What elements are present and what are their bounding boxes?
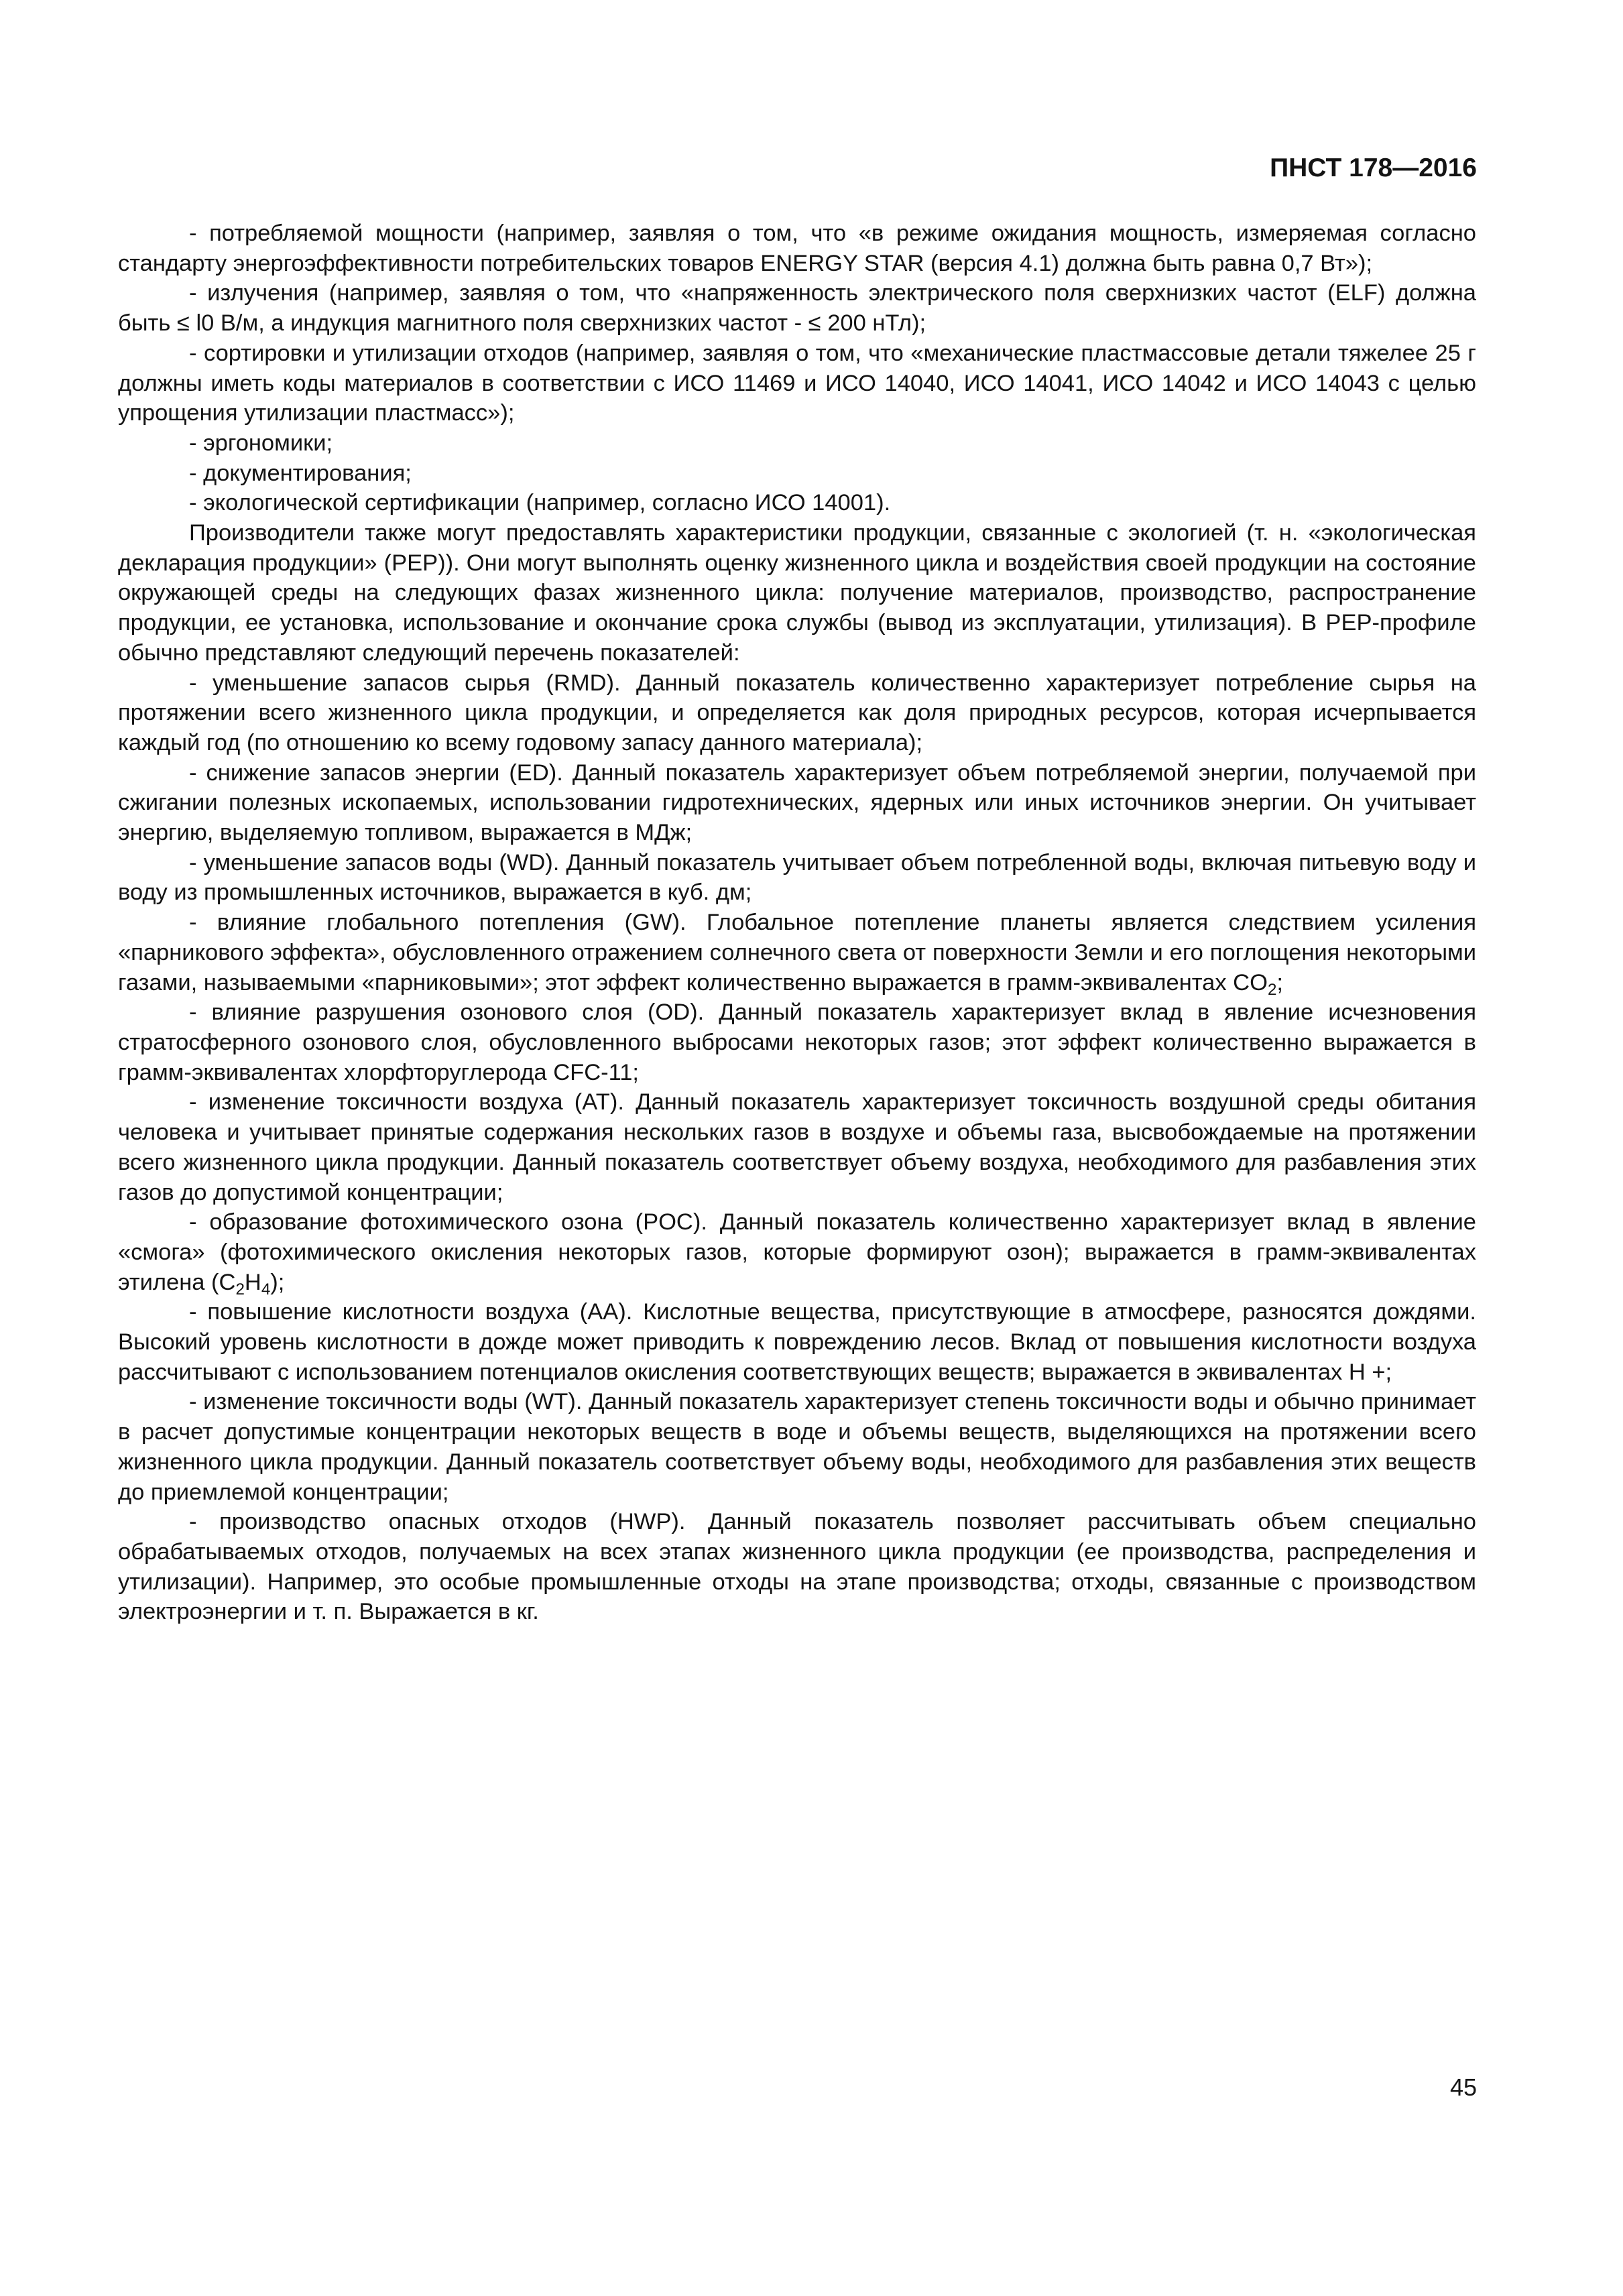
list-item-gw xyxy=(118,908,1476,998)
list-item-documentation: - документирования; xyxy=(189,460,412,486)
poc-text: - образование фотохимического озона (POC). Данный показатель количественно характеризует вклад в явление «смога» (фотохимического окисления некоторых газов, которые формируют озон); выражается в грамм-эквивалентах этилена (C xyxy=(118,1209,1476,1295)
list-item-ergonomics: - эргономики; xyxy=(189,430,333,456)
list-item-eco-certification: - экологической сертификации (например, согласно ИСО 14001). xyxy=(189,490,891,516)
poc-tail: ); xyxy=(270,1269,285,1295)
poc-mid: H xyxy=(244,1269,261,1295)
gw-tail: ; xyxy=(1276,969,1283,995)
list-item-waste-sorting: - сортировки и утилизации отходов (например, заявляя о том, что «механические пластмассовые детали тяжелее 25 г должны иметь коды материалов в соответствии с ИСО 11469 и ИСО 14040, ИСО 14041, ИСО 14042 и ИСО 14043 с целью упрощения утилизации пластмасс»); xyxy=(118,340,1476,426)
document-code-header: ПНСТ 178—2016 xyxy=(1270,154,1477,182)
list-item-wd: - уменьшение запасов воды (WD). Данный показатель учитывает объем потребленной воды, включая питьевую воду и воду из промышленных источников, выражается в куб. дм; xyxy=(118,849,1476,906)
list-item-hwp: - производство опасных отходов (HWP). Данный показатель позволяет рассчитывать объем специально обрабатываемых отходов, получаемых на всех этапах жизненного цикла продукции (ее производства, распределения и утилизации). Например, это особые промышленные отходы на этапе производства; отходы, связанные с производством электроэнергии и т. п. Выражается в кг. xyxy=(118,1509,1476,1625)
page-number: 45 xyxy=(1449,2073,1477,2101)
c2-subscript: 2 xyxy=(235,1280,245,1298)
list-item-od: - влияние разрушения озонового слоя (OD). Данный показатель характеризует вклад в явление исчезновения стратосферного озонового слоя, обусловленного выбросами некоторых газов; этот эффект количественно выражается в грамм-эквивалентах хлорфторуглерода CFC-11; xyxy=(118,1000,1476,1085)
list-item-power-consumption: - потребляемой мощности (например, заявляя о том, что «в режиме ожидания мощность, измеряемая согласно стандарту энергоэффективности потребительских товаров ENERGY STAR (версия 4.1) должна быть равна 0,7 Вт»); xyxy=(118,221,1476,276)
body-text xyxy=(118,219,1476,1627)
list-item-rmd: - уменьшение запасов сырья (RMD). Данный показатель количественно характеризует потребление сырья на протяжении всего жизненного цикла продукции, и определяется как доля природных ресурсов, которая исчерпывается каждый год (по отношению ко всему годовому запасу данного материала); xyxy=(118,670,1476,756)
list-item-wt: - изменение токсичности воды (WT). Данный показатель характеризует степень токсичности воды и обычно принимает в расчет допустимые концентрации некоторых веществ в воде и объемы веществ, выделяющихся на протяжении всего жизненного цикла продукции. Данный показатель соответствует объему воды, необходимого для разбавления этих веществ до приемлемой концентрации; xyxy=(118,1389,1476,1505)
list-item-poc xyxy=(118,1207,1476,1297)
pep-intro-paragraph: Производители также могут предоставлять характеристики продукции, связанные с экологией (т. н. «экологическая декларация продукции» (PEP)). Они могут выполнять оценку жизненного цикла и воздействия своей продукции на состояние окружающей среды на следующих фазах жизненного цикла: получение материалов, производство, распространение продукции, ее установка, использование и окончание срока службы (вывод из эксплуатации, утилизация). В PEP-профиле обычно представляют следующий перечень показателей: xyxy=(118,520,1476,666)
co2-subscript: 2 xyxy=(1267,980,1277,999)
list-item-radiation: - излучения (например, заявляя о том, что «напряженность электрического поля сверхнизких частот (ELF) должна быть ≤ l0 В/м, а индукция магнитного поля сверхнизких частот - ≤ 200 нТл); xyxy=(118,280,1476,337)
gw-text: - влияние глобального потепления (GW). Глобальное потепление планеты является следствием усиления «парникового эффекта», обусловленного отражением солнечного света от поверхности Земли и его поглощения некоторыми газами, называемыми «парниковыми»; этот эффект количественно выражается в грамм-эквивалентах CO xyxy=(118,910,1476,995)
list-item-at: - изменение токсичности воздуха (AT). Данный показатель характеризует токсичность воздушной среды обитания человека и учитывает принятые содержания нескольких газов в воздухе и объемы газа, высвобождаемые на протяжении всего жизненного цикла продукции. Данный показатель соответствует объему воздуха, необходимого для разбавления этих газов до допустимой концентрации; xyxy=(118,1089,1476,1205)
list-item-ed: - снижение запасов энергии (ED). Данный показатель характеризует объем потребляемой энергии, получаемой при сжигании полезных ископаемых, использовании гидротехнических, ядерных или иных источников энергии. Он учитывает энергию, выделяемую топливом, выражается в МДж; xyxy=(118,760,1476,846)
h4-subscript: 4 xyxy=(261,1280,271,1298)
list-item-aa: - повышение кислотности воздуха (AA). Кислотные вещества, присутствующие в атмосфере, разносятся дождями. Высокий уровень кислотности в дожде может приводить к повреждению лесов. Вклад от повышения кислотности воздуха рассчитывают с использованием потенциалов окисления соответствующих веществ; выражается в эквивалентах H +; xyxy=(118,1299,1476,1385)
